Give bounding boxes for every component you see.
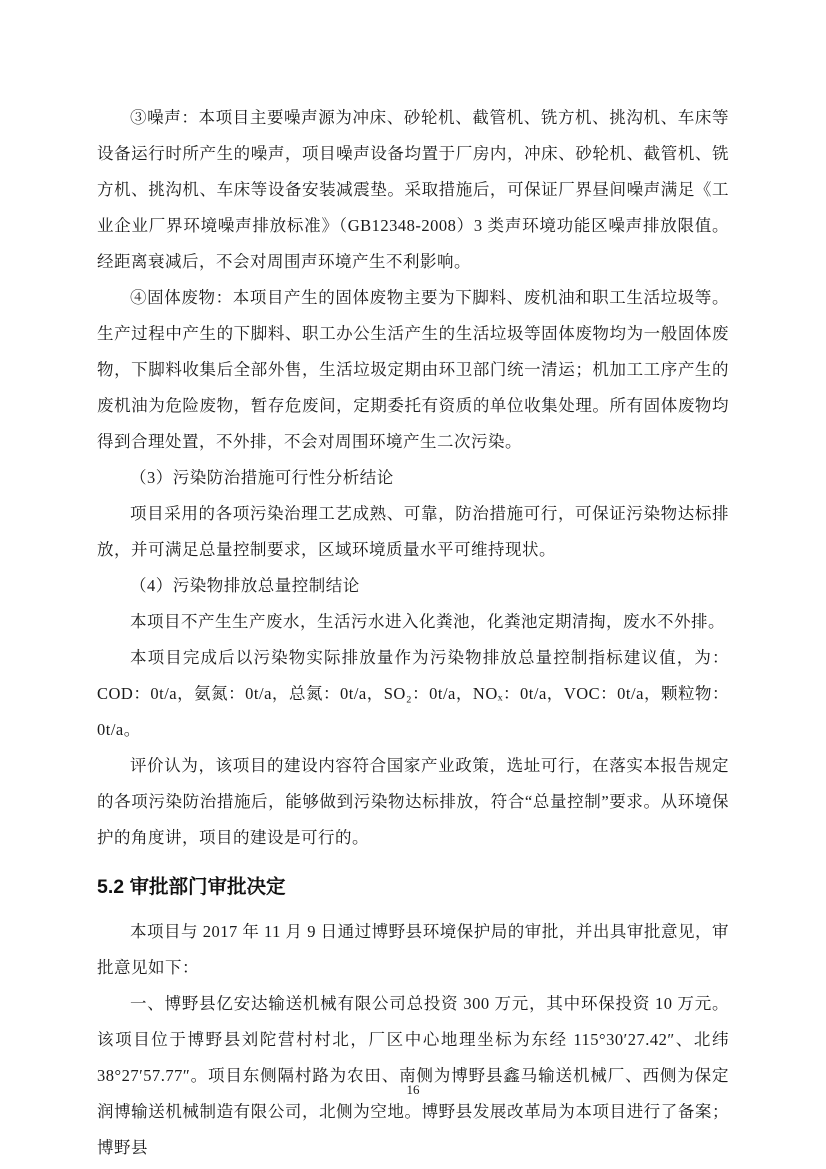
page-number: 16 (406, 1082, 420, 1097)
paragraph-pollution-measures-body: 项目采用的各项污染治理工艺成熟、可靠，防治措施可行，可保证污染物达标排放，并可满足总量控制要求，区域环境质量水平可维持现状。 (97, 504, 729, 559)
paragraph-total-control-indicators: 本项目完成后以污染物实际排放量作为污染物排放总量控制指标建议值，为：COD：0t/a，氨氮：0t/a，总氮：0t/a，SO₂：0t/a，NOₓ：0t/a，VOC：0t/a，颗粒物：0t/a。 (97, 648, 729, 739)
paragraph-approval-item-1: 一、博野县亿安达输送机械有限公司总投资 300 万元，其中环保投资 10 万元。该项目位于博野县刘陀营村村北，厂区中心地理坐标为东经 115°30′27.42″、北纬 38°27′57.77″。项目东侧隔村路为农田、南侧为博野县鑫马输送机械厂、西侧为保定润博输送机械制造有限公司，北侧为空地。博野县发展改革局为本项目进行了备案；博野县 (97, 994, 729, 1157)
paragraph-total-control-title: （4）污染物排放总量控制结论 (130, 576, 360, 595)
paragraph-wastewater: 本项目不产生生产废水，生活污水进入化粪池，化粪池定期清掏，废水不外排。 (130, 612, 725, 631)
paragraph-pollution-measures-title: （3）污染防治措施可行性分析结论 (130, 468, 394, 487)
paragraph-evaluation-conclusion: 评价认为，该项目的建设内容符合国家产业政策，选址可行，在落实本报告规定的各项污染防治措施后，能够做到污染物达标排放，符合“总量控制”要求。从环境保护的角度讲，项目的建设是可行的。 (97, 756, 729, 847)
section-heading-5-2: 5.2 审批部门审批决定 (97, 876, 286, 898)
paragraph-noise: ③噪声：本项目主要噪声源为冲床、砂轮机、截管机、铣方机、挑沟机、车床等设备运行时所产生的噪声，项目噪声设备均置于厂房内，冲床、砂轮机、截管机、铣方机、挑沟机、车床等设备安装减震垫。采取措施后，可保证厂界昼间噪声满足《工业企业厂界环境噪声排放标准》（GB12348-2008）3 类声环境功能区噪声排放限值。经距离衰减后，不会对周围声环境产生不利影响。 (97, 108, 729, 271)
paragraph-approval-intro: 本项目与 2017 年 11 月 9 日通过博野县环境保护局的审批，并出具审批意见，审批意见如下： (97, 922, 729, 977)
paragraph-solid-waste: ④固体废物：本项目产生的固体废物主要为下脚料、废机油和职工生活垃圾等。生产过程中产生的下脚料、职工办公生活产生的生活垃圾等固体废物均为一般固体废物，下脚料收集后全部外售，生活垃圾定期由环卫部门统一清运；机加工工序产生的废机油为危险废物，暂存危废间，定期委托有资质的单位收集处理。所有固体废物均得到合理处置，不外排，不会对周围环境产生二次污染。 (97, 288, 729, 451)
document-body (97, 100, 729, 1166)
